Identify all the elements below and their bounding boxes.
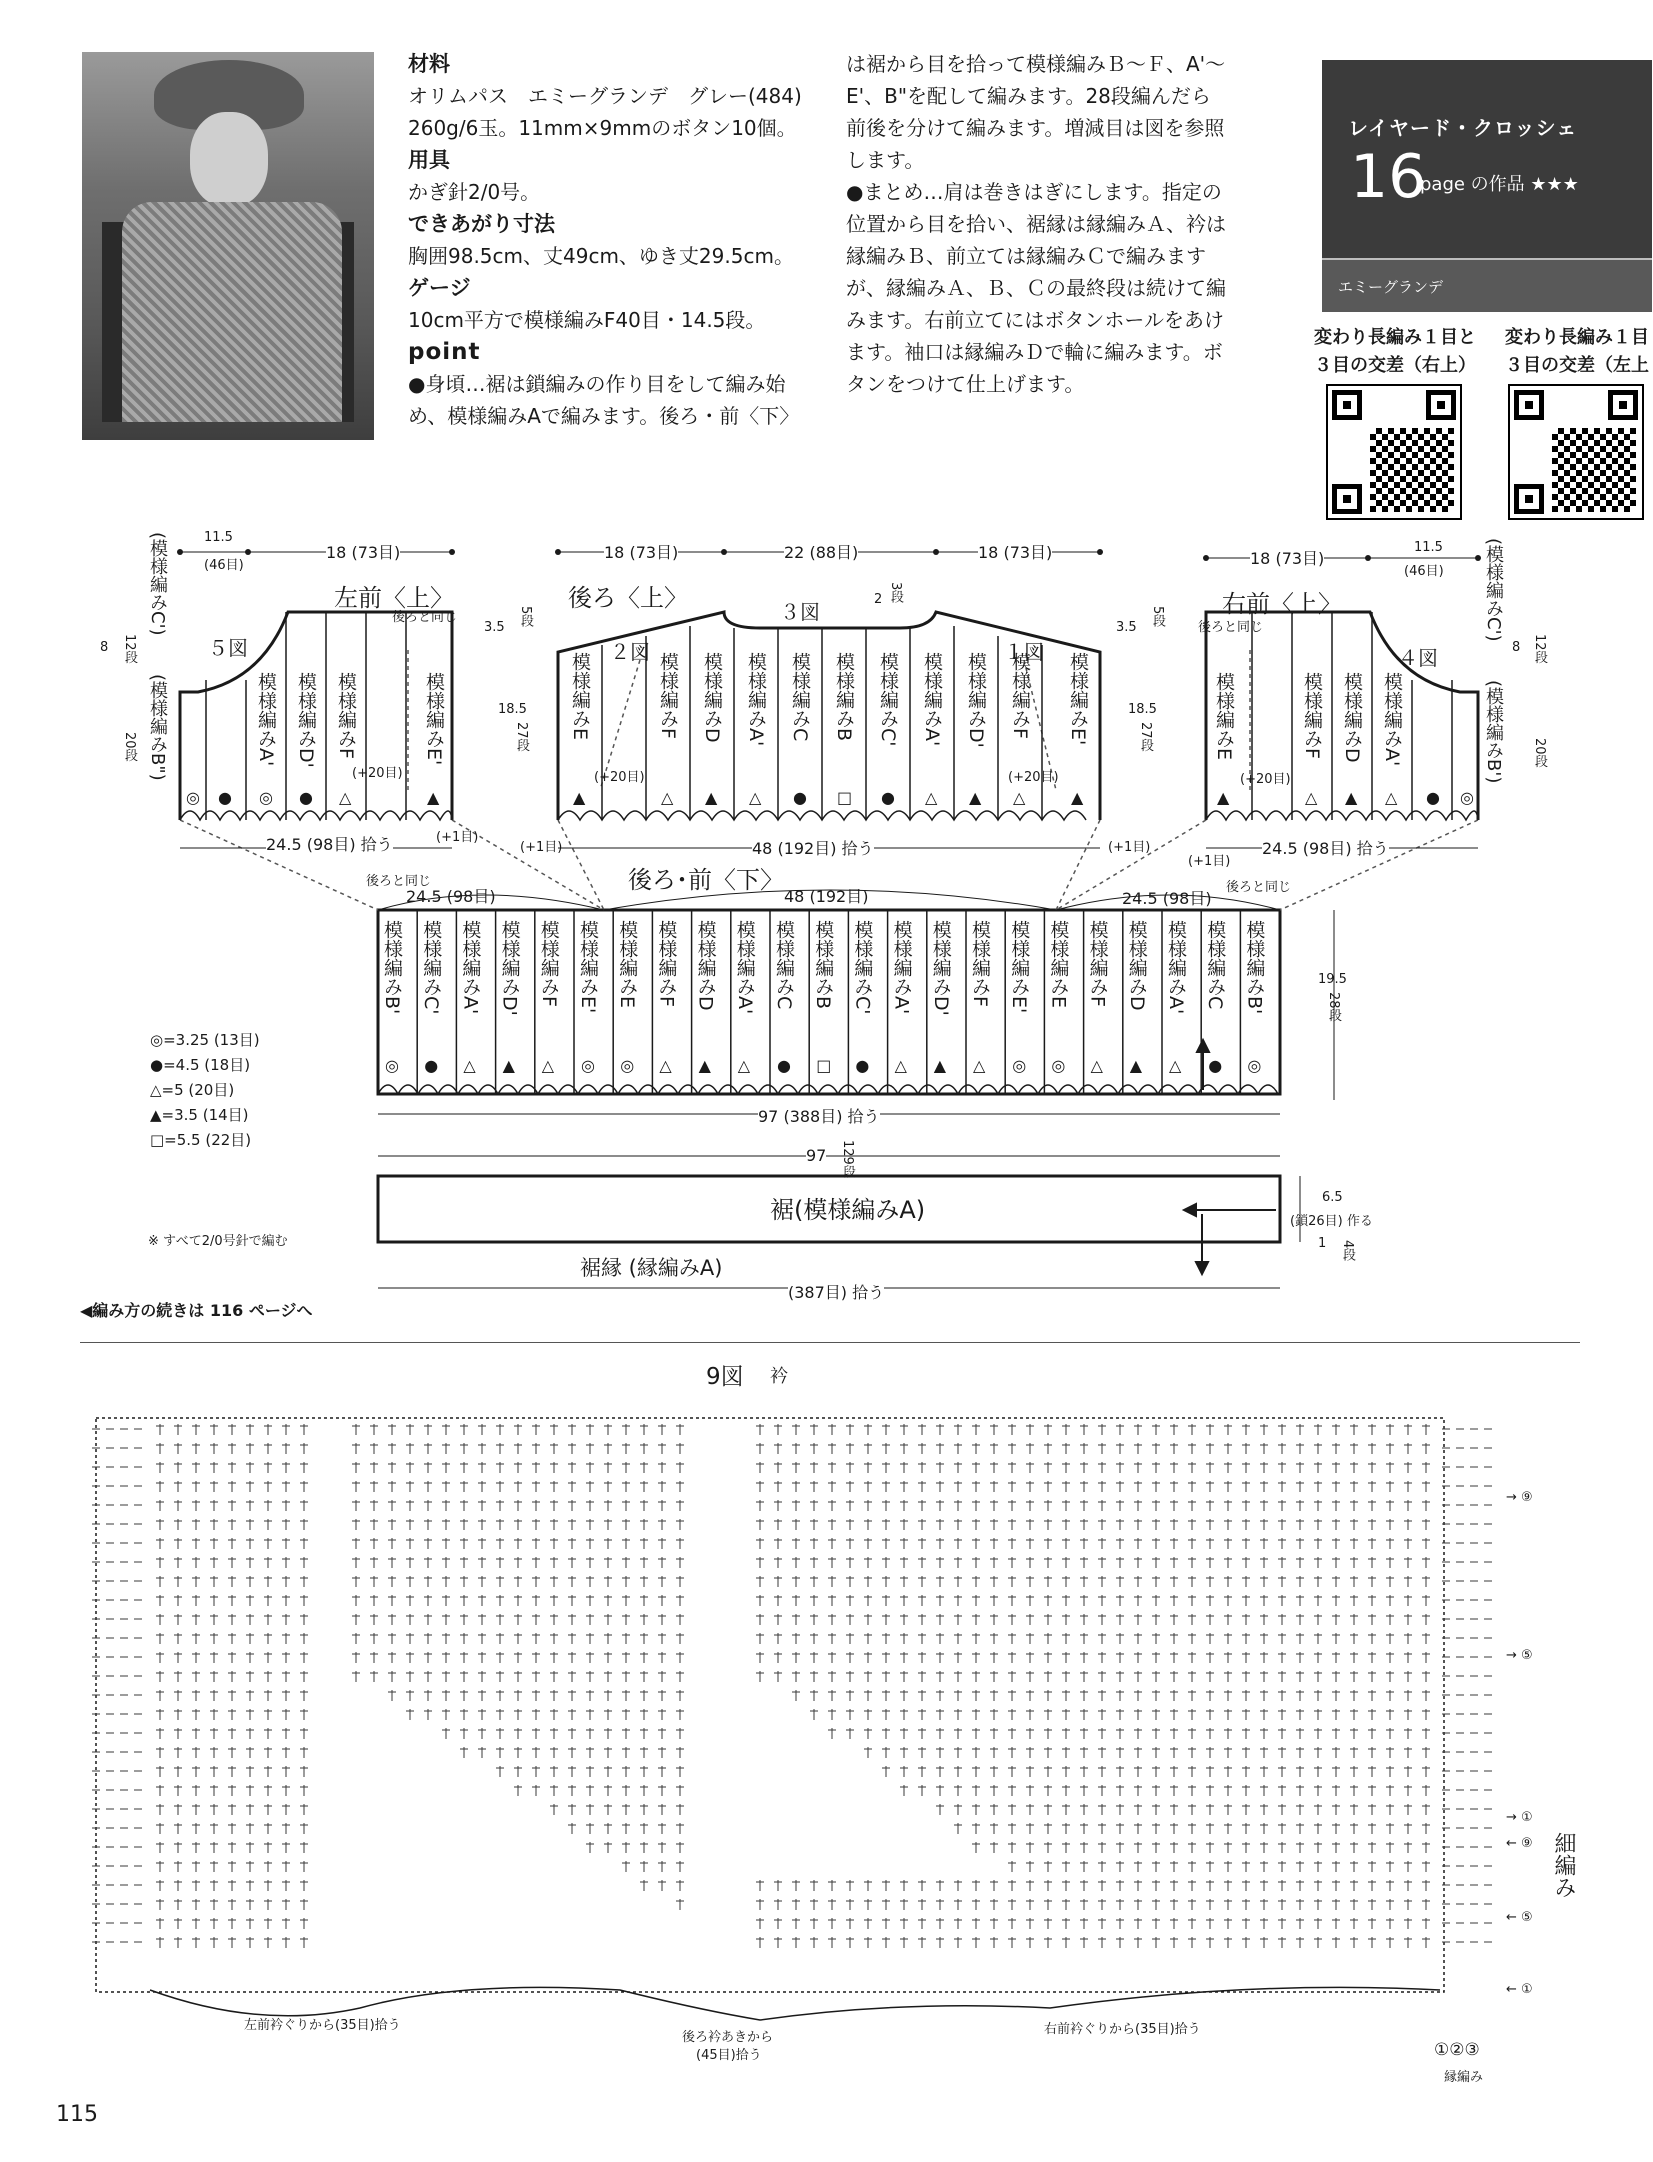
lower-symbol: ▲ (933, 1056, 947, 1075)
collar-sc-label: 細編み (1551, 1832, 1576, 1898)
dim-left-18-73: 18 (73目) (326, 540, 400, 563)
upper-right-symbol: ● (1426, 788, 1440, 807)
lower-pattern-label: 模様編みA' (1165, 920, 1187, 1015)
collar-left-pick: 左前衿ぐりから(35目)拾う (244, 2018, 401, 2033)
lower-symbol: △ (659, 1056, 672, 1075)
back-pattern-label: 模様編みC (789, 652, 811, 742)
upper-right-symbol: ◎ (1460, 788, 1474, 807)
collar-title-suffix: 衿 (770, 1366, 788, 1387)
instruction-line: ます。袖口は縁編みＤで輪に編みます。ボ (846, 340, 1223, 364)
collar-back-pick1: 後ろ衿あきから (682, 2030, 774, 2045)
back-symbol: ● (793, 788, 807, 807)
badge-yarn: エミーグランデ (1338, 278, 1444, 296)
dim-right-18-73: 18 (73目) (1250, 546, 1324, 569)
materials-heading: 材料 (408, 52, 450, 76)
lower-symbol: △ (541, 1056, 555, 1075)
fig2-label: ２図 (610, 640, 650, 664)
upper_left-symbol: ▲ (427, 788, 440, 807)
lower-right-98: 24.5 (98目) (1122, 889, 1212, 908)
collar-row5: → ⑤ (1506, 1648, 1533, 1663)
dim-28dan: 28段 (1326, 992, 1341, 1022)
collar-row1: → ① (1506, 1810, 1533, 1825)
upper-left-symbol: ● (218, 788, 232, 807)
lower-pattern-label: 模様編みF (969, 920, 991, 1007)
collar-sc1: ← ① (1506, 1982, 1533, 1997)
instruction-line: E'、B"を配して編みます。28段編んだら (846, 84, 1211, 108)
back-symbol: ▲ (573, 788, 586, 807)
lower-pattern-label: 模様編みB' (381, 920, 403, 1015)
dim-back-right-18-73: 18 (73目) (978, 540, 1052, 563)
upper_left-symbol: △ (339, 788, 352, 807)
qr-right-label: 変わり長編み１目 ３目の交差（左上 (1505, 327, 1649, 376)
legend-item: ▲=3.5 (14目) (150, 1106, 249, 1124)
instruction-line: 位置から目を拾い、裾縁は縁編みＡ、衿は (846, 212, 1226, 236)
dim-neck-3dan: 3段 (888, 582, 903, 604)
lower-pattern-label: 模様編みF (537, 920, 560, 1007)
lower-symbol: △ (463, 1056, 476, 1075)
upper_right-pattern-label: 模様編みF (1301, 672, 1323, 759)
instruction-line: ●まとめ…肩は巻きはぎにします。指定の (846, 180, 1222, 204)
tools-heading: 用具 (408, 148, 450, 172)
lower-right-same-as-back: 後ろと同じ (1226, 880, 1292, 895)
lower-symbol: ● (424, 1056, 439, 1075)
back-pattern-label: 模様編みF (1009, 652, 1031, 739)
dim-right-46: (46目) (1404, 564, 1444, 579)
back-symbol: ▲ (969, 788, 982, 807)
lower-pattern-label: 模様編みA' (733, 920, 756, 1015)
gauge-text: 10cm平方で模様編みF40目・14.5段。 (408, 308, 766, 332)
point-heading: point (408, 339, 481, 365)
dim-right-12dan: 12段 (1532, 634, 1547, 664)
lower-symbol: △ (737, 1056, 751, 1075)
badge-page-number: 16 (1350, 142, 1427, 212)
dim-left-18-5: 18.5 (498, 702, 527, 717)
legend-item: ◎=3.25 (13目) (150, 1031, 260, 1049)
lower-symbol: ◎ (620, 1056, 635, 1075)
collar-right-pick: 右前衿ぐりから(35目)拾う (1044, 2022, 1201, 2037)
lower-192: 48 (192目) (784, 887, 869, 906)
upper_left-symbol: ◎ (259, 788, 273, 807)
lower-pattern-label: 模様編みD (1125, 920, 1148, 1011)
lower-symbol: ◎ (581, 1056, 595, 1075)
needle-note: ※ すべて2/0号針で編む (148, 1234, 288, 1249)
lower-pattern-label: 模様編みD' (929, 920, 952, 1016)
lower-pattern-label: 模様編みC' (851, 920, 874, 1015)
dim-left-27dan: 27段 (514, 722, 529, 752)
lower-left-98: 24.5 (98目) (406, 887, 496, 906)
badge-page-suffix: page の作品 ★★★ (1420, 174, 1579, 195)
lower-symbol: ◎ (385, 1056, 399, 1075)
chain-26: (鎖26目) 作る (1290, 1214, 1373, 1229)
lower-pattern-label: 模様編みA' (459, 920, 482, 1015)
lower-symbol: ● (777, 1056, 791, 1075)
dim-left-20dan: 20段 (122, 732, 137, 762)
left-plus20: (+20目) (352, 766, 403, 781)
instruction-line: みます。右前立てにはボタンホールをあけ (846, 308, 1224, 332)
tools-text: かぎ針2/0号。 (408, 180, 541, 204)
lower-symbol: ● (855, 1056, 870, 1075)
legend-item: ●=4.5 (18目) (150, 1056, 251, 1074)
hem-edge-label: 裾縁 (縁編みA) (580, 1256, 723, 1280)
lower-title: 後ろ･前〈下〉 (628, 866, 784, 894)
back-pattern-label: 模様編みD (701, 652, 723, 743)
materials-line2: 260g/6玉。11mm×9mmのボタン10個。 (408, 116, 797, 140)
collar-back-pick2: (45目)拾う (696, 2048, 762, 2063)
back-symbol: ▲ (705, 788, 718, 807)
badge-title: レイヤード・クロッシェ (1348, 116, 1578, 140)
back-left-plus1: (+1目) (520, 840, 563, 855)
dim-back-22-88: 22 (88目) (784, 540, 858, 563)
back-symbol: ● (881, 788, 895, 807)
back-symbol: △ (925, 788, 938, 807)
upper_left-pattern-label: 模様編みE' (423, 672, 445, 766)
instruction-line: 前後を分けて編みます。増減目は図を参照 (846, 116, 1225, 140)
dim-left-46: (46目) (204, 558, 244, 573)
back-symbol: □ (837, 788, 853, 807)
lower-symbol: ◎ (1051, 1056, 1066, 1075)
instruction-line: が、縁編みＡ、Ｂ、Ｃの最終段は続けて編 (846, 276, 1226, 300)
qr-left-label: 変わり長編み１目と ３目の交差（右上） (1314, 327, 1476, 376)
lower-pattern-label: 模様編みE' (1008, 920, 1031, 1014)
lower-symbol: △ (1169, 1056, 1182, 1075)
materials-line1: オリムパス エミーグランデ グレー(484) (408, 84, 802, 108)
gauge-heading: ゲージ (408, 276, 471, 300)
dim-1: 1 (1318, 1236, 1327, 1251)
back-pattern-label: 模様編みA' (745, 652, 767, 747)
back-symbol: ▲ (1071, 788, 1084, 807)
size-text: 胸囲98.5cm、丈49cm、ゆき丈29.5cm。 (408, 244, 794, 268)
upper_right-pattern-label: 模様編みE (1213, 672, 1235, 761)
back-pattern-label: 模様編みA' (921, 652, 943, 747)
right-plus1: (+1目) (1188, 854, 1231, 869)
upper_right-pattern-label: 模様編みA' (1381, 672, 1403, 767)
left-plus1: (+1目) (436, 830, 479, 845)
lower-left-same-as-back: 後ろと同じ (366, 874, 432, 889)
right-edge-pattern1: (模様編みC') (1483, 538, 1504, 642)
right-pick-98: 24.5 (98目) 拾う (1262, 836, 1389, 859)
back-pattern-label: 模様編みF (657, 652, 679, 739)
lower-symbol: ● (1208, 1056, 1223, 1075)
lower-pattern-label: 模様編みE (1047, 920, 1070, 1009)
lower-symbol: △ (1090, 1056, 1103, 1075)
legend-item: △=5 (20目) (150, 1081, 235, 1099)
back-title: 後ろ〈上〉 (568, 584, 688, 612)
dim-right-27dan: 27段 (1138, 722, 1153, 752)
dim-right-8: 8 (1512, 640, 1521, 655)
collar-title: 9図 (706, 1364, 744, 1390)
lower-symbol: ◎ (1012, 1056, 1027, 1075)
dim-6-5: 6.5 (1322, 1190, 1343, 1205)
continued-note: ◀編み方の続きは 116 ページへ (80, 1301, 313, 1320)
right-front-title: 右前〈上〉 (1222, 590, 1342, 618)
dim-left-5dan: 5段 (518, 606, 533, 628)
upper_right-pattern-label: 模様編みD (1341, 672, 1363, 763)
upper_left-pattern-label: 模様編みA' (255, 672, 277, 767)
lower-symbol: ▲ (698, 1056, 711, 1075)
upper_right-symbol: ▲ (1345, 788, 1358, 807)
upper_right-symbol: △ (1385, 788, 1398, 807)
pick-388: 97 (388目) 拾う (758, 1104, 880, 1127)
fig3-label: ３図 (780, 600, 820, 624)
back-pattern-label: 模様編みE (569, 652, 591, 741)
left-same-as-back: 後ろと同じ (392, 610, 458, 625)
dim-left-3-5: 3.5 (484, 620, 505, 635)
back-pattern-label: 模様編みC' (877, 652, 899, 747)
dim-129dan: 129段 (840, 1140, 855, 1178)
lower-symbol: ▲ (1129, 1056, 1143, 1075)
lower-symbol: ◎ (1247, 1056, 1262, 1075)
upper-left-symbol: ◎ (186, 788, 200, 807)
point-line2: め、模様編みAで編みます。後ろ・前〈下〉 (408, 404, 800, 428)
lower-symbol: ▲ (502, 1056, 515, 1075)
dim-back-left-18-73: 18 (73目) (604, 540, 678, 563)
lower-pattern-label: 模様編みD' (498, 920, 521, 1016)
dim-left-12dan: 12段 (122, 634, 137, 664)
collar-sc9: ← ⑨ (1506, 1836, 1533, 1851)
lower-pattern-label: 模様編みC' (420, 920, 443, 1015)
dim-19-5: 19.5 (1318, 972, 1347, 987)
fig5-label: ５図 (208, 636, 248, 660)
lower-pattern-label: 模様編みB' (1243, 920, 1266, 1015)
upper_right-symbol: △ (1305, 788, 1318, 807)
fig4-label: ４図 (1398, 646, 1438, 670)
lower-symbol: △ (894, 1056, 907, 1075)
lower-pattern-label: 模様編みB (812, 920, 835, 1010)
back-right-plus20: (+20目) (1008, 770, 1059, 785)
size-heading: できあがり寸法 (408, 212, 555, 236)
dim-right-11-5: 11.5 (1414, 540, 1443, 555)
upper_right-symbol: ▲ (1217, 788, 1230, 807)
legend-item: □=5.5 (22目) (150, 1131, 252, 1149)
left-edge-pattern2: (模様編みB") (147, 674, 168, 781)
lower-pattern-label: 模様編みC (773, 920, 795, 1010)
pick-387: (387目) 拾う (788, 1280, 884, 1303)
collar-row9: → ⑨ (1506, 1490, 1533, 1505)
legend (150, 1028, 260, 1153)
back-symbol: △ (661, 788, 674, 807)
lower-symbol: □ (816, 1056, 832, 1075)
lower-pattern-label: 模様編みE' (577, 920, 599, 1014)
back-pick-192: 48 (192目) 拾う (752, 836, 874, 859)
dim-right-3-5: 3.5 (1116, 620, 1137, 635)
dim-right-20dan: 20段 (1532, 738, 1547, 768)
back-right-plus1: (+1目) (1108, 840, 1151, 855)
collar-edge-label: 縁編み (1444, 2070, 1484, 2085)
left-front-title: 左前〈上〉 (334, 584, 454, 612)
dim-left-11-5: 11.5 (204, 530, 233, 545)
back-pattern-label: 模様編みD' (965, 652, 987, 748)
lower-pattern-label: 模様編みF (655, 920, 678, 1007)
collar-sc5: ← ⑤ (1506, 1910, 1533, 1925)
back-pattern-label: 模様編みE' (1067, 652, 1089, 746)
dim-left-8: 8 (100, 640, 109, 655)
dim-4dan: 4段 (1340, 1240, 1355, 1262)
upper_left-pattern-label: 模様編みF (335, 672, 357, 759)
dim-right-5dan: 5段 (1150, 606, 1165, 628)
fig1-label: １図 (1004, 640, 1044, 664)
left-pick-98: 24.5 (98目) 拾う (266, 832, 393, 855)
lower-pattern-label: 模様編みD (694, 920, 717, 1011)
right-same-as-back: 後ろと同じ (1198, 620, 1264, 635)
instruction-line: します。 (846, 148, 925, 172)
instruction-line: は裾から目を拾って模様編みＢ～Ｆ、A'～ (846, 52, 1226, 76)
collar-edge-rows: ①②③ (1434, 2040, 1480, 2060)
lower-symbol: △ (973, 1056, 986, 1075)
right-edge-pattern2: (模様編みB') (1483, 680, 1504, 784)
lower-pattern-label: 模様編みE (616, 920, 639, 1009)
section-divider (80, 1342, 1580, 1343)
back-symbol: △ (1013, 788, 1026, 807)
dim-neck-2: 2 (874, 592, 883, 607)
instruction-line: タンをつけて仕上げます。 (846, 372, 1085, 396)
lower-pattern-label: 模様編みF (1086, 920, 1109, 1007)
left-edge-pattern1: (模様編みC') (147, 532, 168, 636)
back-symbol: △ (749, 788, 762, 807)
back-left-plus20: (+20目) (594, 770, 645, 785)
lower-pattern-label: 模様編みA' (890, 920, 913, 1015)
dim-right-18-5: 18.5 (1128, 702, 1157, 717)
upper_left-symbol: ● (299, 788, 313, 807)
lower-pattern-label: 模様編みC (1204, 920, 1227, 1010)
page-number: 115 (56, 2102, 98, 2127)
upper_left-pattern-label: 模様編みD' (295, 672, 317, 768)
instruction-line: 縁編みＢ、前立ては縁編みＣで編みます (846, 244, 1206, 268)
dim-97: 97 (806, 1146, 827, 1165)
point-line1: ●身頃…裾は鎖編みの作り目をして編み始 (408, 372, 786, 396)
hem-label: 裾(模様編みA) (770, 1196, 926, 1224)
back-pattern-label: 模様編みB (833, 652, 855, 742)
right-plus20: (+20目) (1240, 772, 1291, 787)
